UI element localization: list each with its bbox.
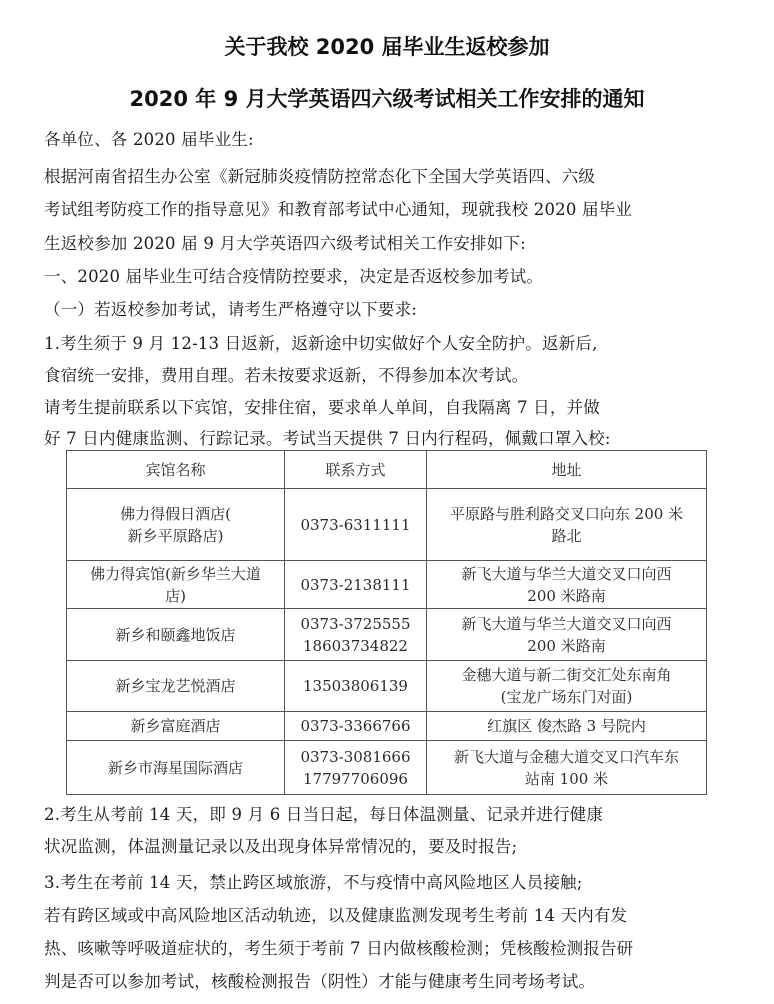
- body-line: 2.考生从考前 14 天，即 9 月 6 日当日起，每日体温测量、记录并进行健康: [44, 805, 604, 824]
- subsection-heading-1: （一）若返校参加考试，请考生严格遵守以下要求:: [44, 300, 418, 319]
- title-line-1: 关于我校 2020 届毕业生返校参加: [224, 35, 550, 59]
- phone-cell: [285, 712, 427, 741]
- address-text: 200 米路南: [527, 586, 606, 605]
- body-line: 根据河南省招生办公室《新冠肺炎疫情防控常态化下全国大学英语四、六级: [44, 167, 596, 186]
- table-row: [67, 489, 707, 561]
- table-row: [67, 741, 707, 795]
- body-line: 热、咳嗽等呼吸道症状的，考生须于考前 7 日内做核酸检测；凭核酸检测报告研: [44, 939, 634, 958]
- hotel-name: 新乡平原路店): [127, 526, 224, 545]
- phone-number: 18603734822: [303, 636, 408, 655]
- hotel-name: 新乡宝龙艺悦酒店: [115, 677, 236, 695]
- address-text: 新飞大道与华兰大道交叉口向西: [461, 614, 672, 633]
- section-heading-1: 一、2020 届毕业生可结合疫情防控要求，决定是否返校参加考试。: [44, 267, 544, 286]
- hotel-name: 新乡和颐鑫地饭店: [115, 625, 236, 644]
- table-row: [67, 609, 707, 661]
- phone-cell: [285, 561, 427, 609]
- address-cell: [427, 661, 707, 712]
- body-line: 判是否可以参加考试，核酸检测报告（阴性）才能与健康考生同考场考试。: [44, 972, 596, 991]
- table-row: [67, 561, 707, 609]
- address-text: (宝龙广场东门对面): [500, 688, 633, 706]
- header-hotel-name: 宾馆名称: [67, 451, 285, 489]
- address-text: 站南 100 米: [524, 769, 609, 788]
- address-text: 路北: [551, 526, 582, 545]
- phone-number: 17797706096: [303, 769, 408, 788]
- body-line: 考试组考防疫工作的指导意见》和教育部考试中心通知，现就我校 2020 届毕业: [44, 200, 633, 219]
- hotel-name-cell: [67, 561, 285, 609]
- address-text: 新飞大道与金穗大道交叉口汽车东: [453, 747, 679, 766]
- hotel-name: 佛力得假日酒店(: [120, 504, 231, 523]
- hotel-name: 新乡市海星国际酒店: [107, 758, 243, 777]
- table-row: [67, 712, 707, 741]
- phone-number: 0373-3366766: [300, 717, 411, 735]
- hotel-name: 新乡富庭酒店: [130, 717, 221, 735]
- header-address: 地址: [427, 451, 707, 489]
- address-text: 金穗大道与新二街交汇处东南角: [461, 666, 672, 684]
- hotel-name-cell: [67, 661, 285, 712]
- body-line: 3.考生在考前 14 天，禁止跨区域旅游，不与疫情中高风险地区人员接触;: [44, 873, 583, 892]
- address-cell: [427, 489, 707, 561]
- title-line-2: 2020 年 9 月大学英语四六级考试相关工作安排的通知: [129, 87, 645, 111]
- body-line: 食宿统一安排，费用自理。若未按要求返新，不得参加本次考试。: [44, 366, 529, 385]
- address-cell: [427, 561, 707, 609]
- table-header-row: [67, 451, 707, 489]
- hotel-name-cell: [67, 741, 285, 795]
- hotel-name-cell: [67, 609, 285, 661]
- hotel-table: [66, 450, 707, 795]
- phone-number: 13503806139: [303, 677, 408, 695]
- hotel-name-cell: [67, 712, 285, 741]
- body-line: 生返校参加 2020 届 9 月大学英语四六级考试相关工作安排如下:: [44, 234, 526, 253]
- body-line: 状况监测，体温测量记录以及出现身体异常情况的，要及时报告;: [44, 837, 518, 856]
- body-line: 若有跨区域或中高风险地区活动轨迹，以及健康监测发现考生考前 14 天内有发: [44, 906, 628, 925]
- address-text: 红旗区 俊杰路 3 号院内: [487, 717, 646, 735]
- hotel-name: 店): [165, 586, 186, 605]
- hotel-name: 佛力得宾馆(新乡华兰大道: [90, 564, 261, 583]
- phone-number: 0373-2138111: [300, 575, 411, 594]
- phone-cell: [285, 609, 427, 661]
- phone-cell: [285, 661, 427, 712]
- body-line: 请考生提前联系以下宾馆，安排住宿，要求单人单间，自我隔离 7 日，并做: [44, 398, 600, 417]
- address-cell: [427, 741, 707, 795]
- phone-cell: [285, 741, 427, 795]
- address-text: 200 米路南: [527, 636, 606, 655]
- phone-number: 0373-3081666: [300, 747, 411, 766]
- salutation: 各单位、各 2020 届毕业生:: [44, 130, 254, 149]
- phone-cell: [285, 489, 427, 561]
- address-cell: [427, 609, 707, 661]
- phone-number: 0373-6311111: [300, 515, 411, 534]
- body-line: 好 7 日内健康监测、行踪记录。考试当天提供 7 日内行程码，佩戴口罩入校:: [44, 429, 611, 448]
- address-text: 平原路与胜利路交叉口向东 200 米: [449, 504, 684, 523]
- hotel-name-cell: [67, 489, 285, 561]
- phone-number: 0373-3725555: [300, 614, 411, 633]
- address-cell: [427, 712, 707, 741]
- table-row: [67, 661, 707, 712]
- address-text: 新飞大道与华兰大道交叉口向西: [461, 564, 672, 583]
- header-contact: 联系方式: [285, 451, 427, 489]
- body-line: 1.考生须于 9 月 12-13 日返新，返新途中切实做好个人安全防护。返新后,: [44, 334, 598, 353]
